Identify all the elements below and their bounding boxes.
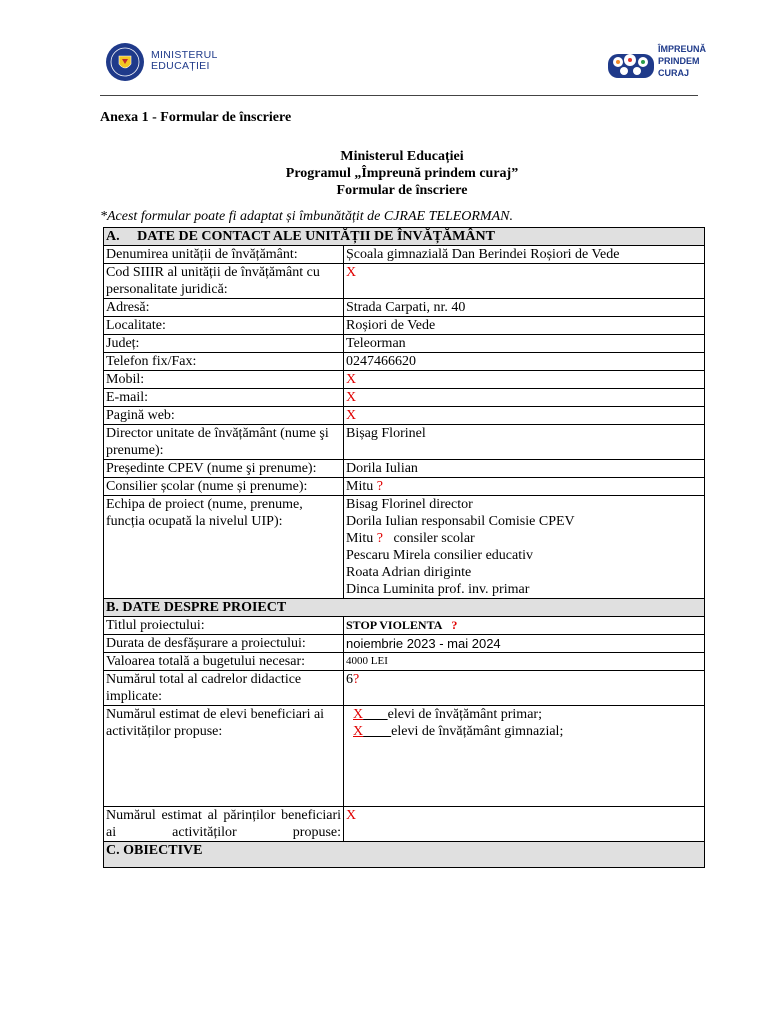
team-member-3-role: consiler scolar <box>393 531 475 546</box>
phone-value[interactable]: 0247466620 <box>344 353 705 371</box>
ministry-seal-icon <box>105 42 145 82</box>
mobile-label: Mobil: <box>104 371 344 389</box>
mobile-value[interactable]: X <box>344 371 705 389</box>
team-member-1: Bisag Florinel director <box>346 497 473 512</box>
page-header <box>0 0 768 100</box>
school-name-value[interactable]: Școala gimnazială Dan Berindei Roșiori de Vede <box>344 246 705 264</box>
table-row <box>104 635 705 653</box>
table-row <box>104 617 705 635</box>
section-c-heading <box>104 842 705 868</box>
students-primary-mark: X <box>353 707 364 722</box>
cpev-value[interactable]: Dorila Iulian <box>344 460 705 478</box>
table-row <box>104 317 705 335</box>
table-row <box>104 371 705 389</box>
students-primary-text: elevi de învățământ primar; <box>387 707 542 722</box>
students-primary <box>346 706 702 723</box>
project-title-label: Titlul proiectului: <box>104 617 344 635</box>
siiir-label: Cod SIIIR al unității de învățământ cu personalitate juridică: <box>104 264 344 299</box>
budget-value[interactable]: 4000 LEI <box>344 653 705 671</box>
siiir-value[interactable]: X <box>344 264 705 299</box>
section-b-title: B. DATE DESPRE PROIECT <box>104 599 705 617</box>
director-label: Director unitate de învățământ (nume şi prenume): <box>104 425 344 460</box>
team-member-6: Dinca Luminita prof. inv. primar <box>346 582 530 597</box>
section-a-heading <box>104 228 705 246</box>
county-label: Județ: <box>104 335 344 353</box>
students-secondary <box>346 723 702 740</box>
budget-label: Valoarea totală a bugetului necesar: <box>104 653 344 671</box>
ministry-name-line1: MINISTERUL <box>151 49 218 61</box>
school-name-label: Denumirea unității de învățământ: <box>104 246 344 264</box>
program-logo-line2: PRINDEM <box>658 56 700 66</box>
section-a-title: DATE DE CONTACT ALE UNITĂȚII DE ÎNVĂȚĂMÂNT <box>137 229 495 244</box>
counselor-value[interactable] <box>344 478 705 496</box>
team-member-4: Pescaru Mirela consilier educativ <box>346 548 533 563</box>
locality-label: Localitate: <box>104 317 344 335</box>
table-row <box>104 460 705 478</box>
table-row <box>104 478 705 496</box>
title-form: Formular de înscriere <box>336 183 468 198</box>
section-a-letter: A. <box>106 229 120 244</box>
team-member-3-name: Mitu <box>346 531 374 546</box>
header-divider <box>100 95 698 96</box>
ministry-name-line2: EDUCAȚIEI <box>151 60 210 72</box>
project-title-text: STOP VIOLENTA <box>346 618 443 632</box>
parents-label: Numărul estimat al părinților beneficiari ai activităților propuse: <box>104 807 344 842</box>
table-row <box>104 264 705 299</box>
team-member-3-mark: ? <box>376 531 383 546</box>
program-logo-line1: ÎMPREUNĂ <box>658 44 707 54</box>
title-ministry: Ministerul Educației <box>340 149 464 164</box>
teachers-mark: ? <box>353 672 360 687</box>
table-row <box>104 671 705 706</box>
section-c-title: C. OBIECTIVE <box>104 842 705 868</box>
web-label: Pagină web: <box>104 407 344 425</box>
counselor-name: Mitu <box>346 479 374 494</box>
team-member-5: Roata Adrian diriginte <box>346 565 472 580</box>
table-row <box>104 807 705 842</box>
program-logo-line3: CURAJ <box>658 68 690 78</box>
team-label: Echipa de proiect (nume, prenume, funcția ocupată la nivelul UIP): <box>104 496 344 599</box>
email-value[interactable]: X <box>344 389 705 407</box>
table-row <box>104 496 705 599</box>
table-row <box>104 407 705 425</box>
duration-label: Durata de desfășurare a proiectului: <box>104 635 344 653</box>
table-row <box>104 425 705 460</box>
registration-form-table <box>103 227 705 868</box>
project-title-mark: ? <box>451 618 458 632</box>
cpev-label: Președinte CPEV (nume şi prenume): <box>104 460 344 478</box>
phone-label: Telefon fix/Fax: <box>104 353 344 371</box>
teachers-value[interactable] <box>344 671 705 706</box>
ministry-logo <box>105 42 225 84</box>
table-row <box>104 353 705 371</box>
table-row <box>104 299 705 317</box>
students-secondary-text: elevi de învățământ gimnazial; <box>391 724 564 739</box>
table-row <box>104 389 705 407</box>
annex-title: Anexa 1 - Formular de înscriere <box>100 110 292 125</box>
students-label: Numărul estimat de elevi beneficiari ai activităților propuse: <box>104 706 344 807</box>
section-b-heading <box>104 599 705 617</box>
locality-value[interactable]: Roșiori de Vede <box>344 317 705 335</box>
form-note: *Acest formular poate fi adaptat și îmbunătățit de CJRAE TELEORMAN. <box>100 209 513 224</box>
parents-value[interactable]: X <box>344 807 705 842</box>
duration-value[interactable]: noiembrie 2023 - mai 2024 <box>344 635 705 653</box>
county-value[interactable]: Teleorman <box>344 335 705 353</box>
email-label: E-mail: <box>104 389 344 407</box>
students-value[interactable] <box>344 706 705 807</box>
team-member-3 <box>346 530 702 547</box>
counselor-mark: ? <box>376 479 383 494</box>
address-value[interactable]: Strada Carpati, nr. 40 <box>344 299 705 317</box>
team-value[interactable] <box>344 496 705 599</box>
program-logo <box>608 40 707 86</box>
teachers-count: 6 <box>346 672 353 687</box>
director-value[interactable]: Bișag Florinel <box>344 425 705 460</box>
address-label: Adresă: <box>104 299 344 317</box>
counselor-label: Consilier școlar (nume și prenume): <box>104 478 344 496</box>
title-program: Programul „Împreună prindem curaj” <box>285 166 519 181</box>
table-row <box>104 246 705 264</box>
table-row <box>104 335 705 353</box>
team-member-2: Dorila Iulian responsabil Comisie CPEV <box>346 514 575 529</box>
form-titles <box>100 148 704 199</box>
project-title-value[interactable] <box>344 617 705 635</box>
table-row <box>104 653 705 671</box>
students-secondary-mark: X <box>353 724 364 739</box>
teachers-label: Numărul total al cadrelor didactice implicate: <box>104 671 344 706</box>
table-row <box>104 706 705 807</box>
web-value[interactable]: X <box>344 407 705 425</box>
